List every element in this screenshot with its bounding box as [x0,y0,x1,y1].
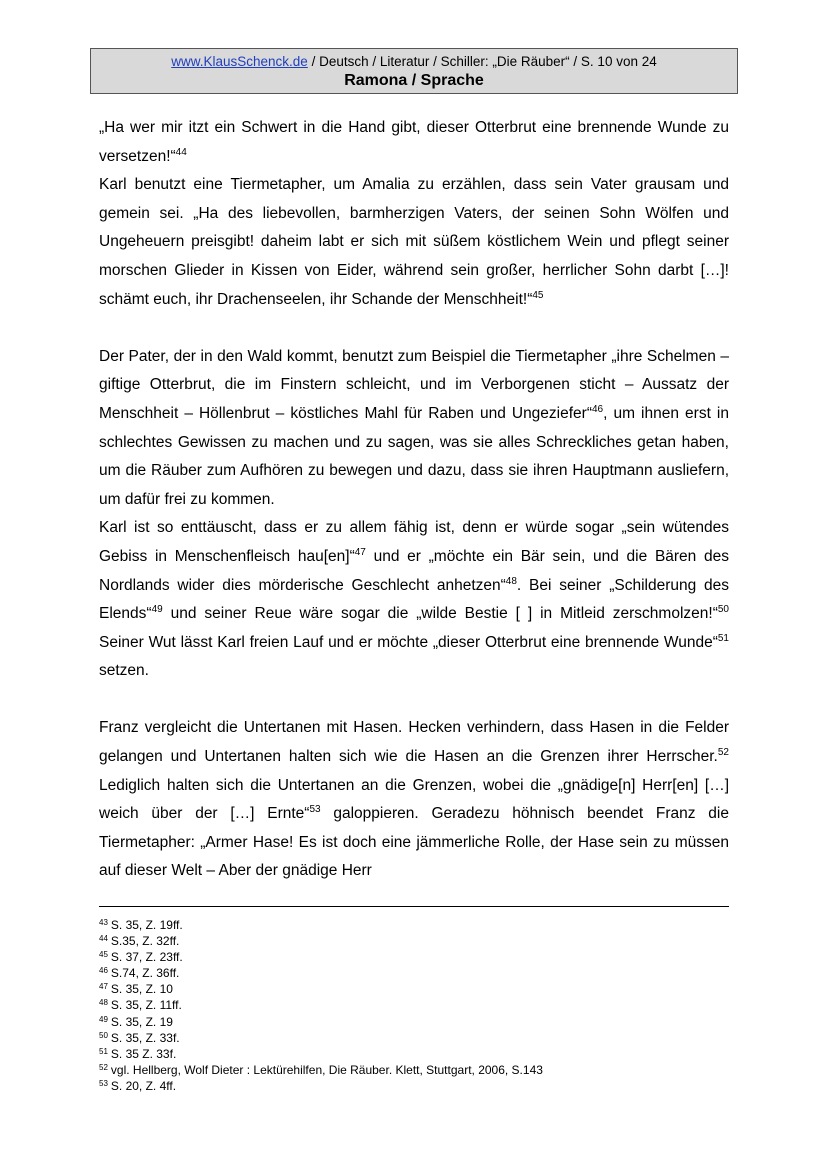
paragraph [99,514,729,686]
footnote-reference: 51 [717,632,729,644]
footnote-text: S. 35, Z. 33f. [110,1030,180,1045]
paragraph-text: . Bei seiner „Schilderung des Elends“ [99,576,729,623]
footnote-number: 51 [99,1046,108,1056]
page-header [90,48,738,94]
paragraph-text: galoppieren. Geradezu höhnisch beendet Franz die Tiermetapher: „Armer Hase! Es ist doch eine jämmerliche Rolle, der Hase sein zu müssen auf dieser Welt – Aber der gnädige Herr [99,805,729,880]
header-title: Ramona / Sprache [344,72,484,89]
footnote-text: S. 35, Z. 19ff. [110,918,183,932]
footnote-reference: 52 [717,747,729,759]
footnote-reference: 49 [151,604,163,616]
footnote-number: 50 [99,1030,108,1040]
footnote [99,949,729,965]
website-link[interactable]: www.KlausSchenck.de [171,54,308,69]
footnote [99,981,729,997]
footnote-reference: 53 [309,804,321,816]
body-text [99,114,729,886]
footnote-number: 47 [99,982,108,992]
footnote-text: S. 20, Z. 4ff. [110,1078,177,1093]
paragraph [99,343,729,515]
paragraph-text: Karl ist so enttäuscht, dass er zu allem fähig ist, denn er würde sogar „sein wütendes Gebiss in Menschenfleisch hau[en]“ [99,519,729,565]
paragraph-text: , um ihnen erst in schlechtes Gewissen zu machen und zu sagen, was sie alles Schreckliches getan haben, um die Räuber zum Aufhören zu bewegen und dazu, dass sie ihren Hauptmann ausliefern, um dafür frei zu kommen. [99,404,729,508]
footnote-reference: 44 [175,146,187,158]
footnote-text: S. 35 Z. 33f. [110,1046,177,1061]
footnotes [99,917,729,1094]
footnote-text: S. 35, Z. 10 [110,982,173,997]
footnote [99,1030,729,1046]
footnote-text: S.35, Z. 32ff. [110,934,180,949]
footnote [99,965,729,981]
paragraph-text: Karl benutzt eine Tiermetapher, um Amalia zu erzählen, dass sein Vater grausam und gemein sei. „Ha des liebevollen, barmherzigen Vaters, der seinen Sohn Wölfen und Ungeheuern preisgibt! daheim labt er sich mit süßem köstlichem Wein und pflegt seiner morschen Glieder in Kissen von Eider, während sein großer, herrlicher Sohn darbt […]! schämt euch, ihr Drachenseelen, ihr Schande der Menschheit!“ [99,176,729,308]
footnote [99,997,729,1013]
footnote-reference: 45 [532,289,544,301]
footnote-reference: 50 [717,604,729,616]
footnote-number: 53 [99,1078,108,1088]
paragraph-text: Seiner Wut lässt Karl freien Lauf und er möchte „dieser Otterbrut eine brennende Wunde“ [99,633,718,651]
footnote-reference: 46 [592,403,604,415]
paragraph-text: und seiner Reue wäre sogar die „wilde Bestie [ ] in Mitleid zerschmolzen!“ [162,605,718,623]
footnote-text: S. 35, Z. 11ff. [110,998,182,1013]
footnote-number: 46 [99,966,108,976]
footnote [99,917,729,933]
paragraph-text: setzen. [99,662,149,680]
footnote [99,1062,729,1078]
footnote-number: 49 [99,1014,108,1024]
footnote [99,933,729,949]
footnote-text: vgl. Hellberg, Wolf Dieter : Lektürehilfen, Die Räuber. Klett, Stuttgart, 2006, S.143 [110,1062,543,1077]
paragraph [99,171,729,314]
paragraph [99,714,729,886]
paragraph-text: Franz vergleicht die Untertanen mit Hasen. Hecken verhindern, dass Hasen in die Felder gelangen und Untertanen halten sich wie die Hasen an die Grenzen ihrer Herrscher. [99,719,729,766]
footnote-text: S.74, Z. 36ff. [110,966,180,981]
header-breadcrumb [91,54,737,70]
footnote [99,1046,729,1062]
footnote-reference: 47 [354,546,366,558]
paragraph-text: Der Pater, der in den Wald kommt, benutzt zum Beispiel die Tiermetapher „ihre Schelmen – giftige Otterbrut, die im Finstern schleicht, und im Verborgenen sticht – Aussatz der Menschheit – Höllenbrut – köstliches Mahl für Raben und Ungeziefer“ [99,347,729,422]
footnote-divider [99,906,729,907]
footnote-number: 52 [99,1062,108,1072]
header-path: / Deutsch / Literatur / Schiller: „Die Räuber“ / S. 10 von 24 [307,54,657,69]
paragraph-text: „Ha wer mir itzt ein Schwert in die Hand gibt, dieser Otterbrut eine brennende Wunde zu versetzen!“ [99,119,729,165]
footnote [99,1078,729,1094]
footnote [99,1014,729,1030]
footnote-reference: 48 [505,575,517,587]
footnote-number: 48 [99,998,108,1008]
paragraph-text: Lediglich halten sich die Untertanen an die Grenzen, wobei die „gnädige[n] Herr[en] […] weich über der […] Ernte“ [99,776,729,823]
footnote-text: S. 35, Z. 19 [110,1014,173,1029]
paragraph [99,114,729,171]
footnote-number: 44 [99,934,108,944]
footnote-text: S. 37, Z. 23ff. [110,950,183,965]
footnote-number: 45 [99,950,108,960]
footnote-number: 43 [99,918,108,927]
paragraph-text: und er „möchte ein Bär sein, und die Bären des Nordlands wider dies mörderische Geschlecht anhetzen“ [99,547,729,594]
